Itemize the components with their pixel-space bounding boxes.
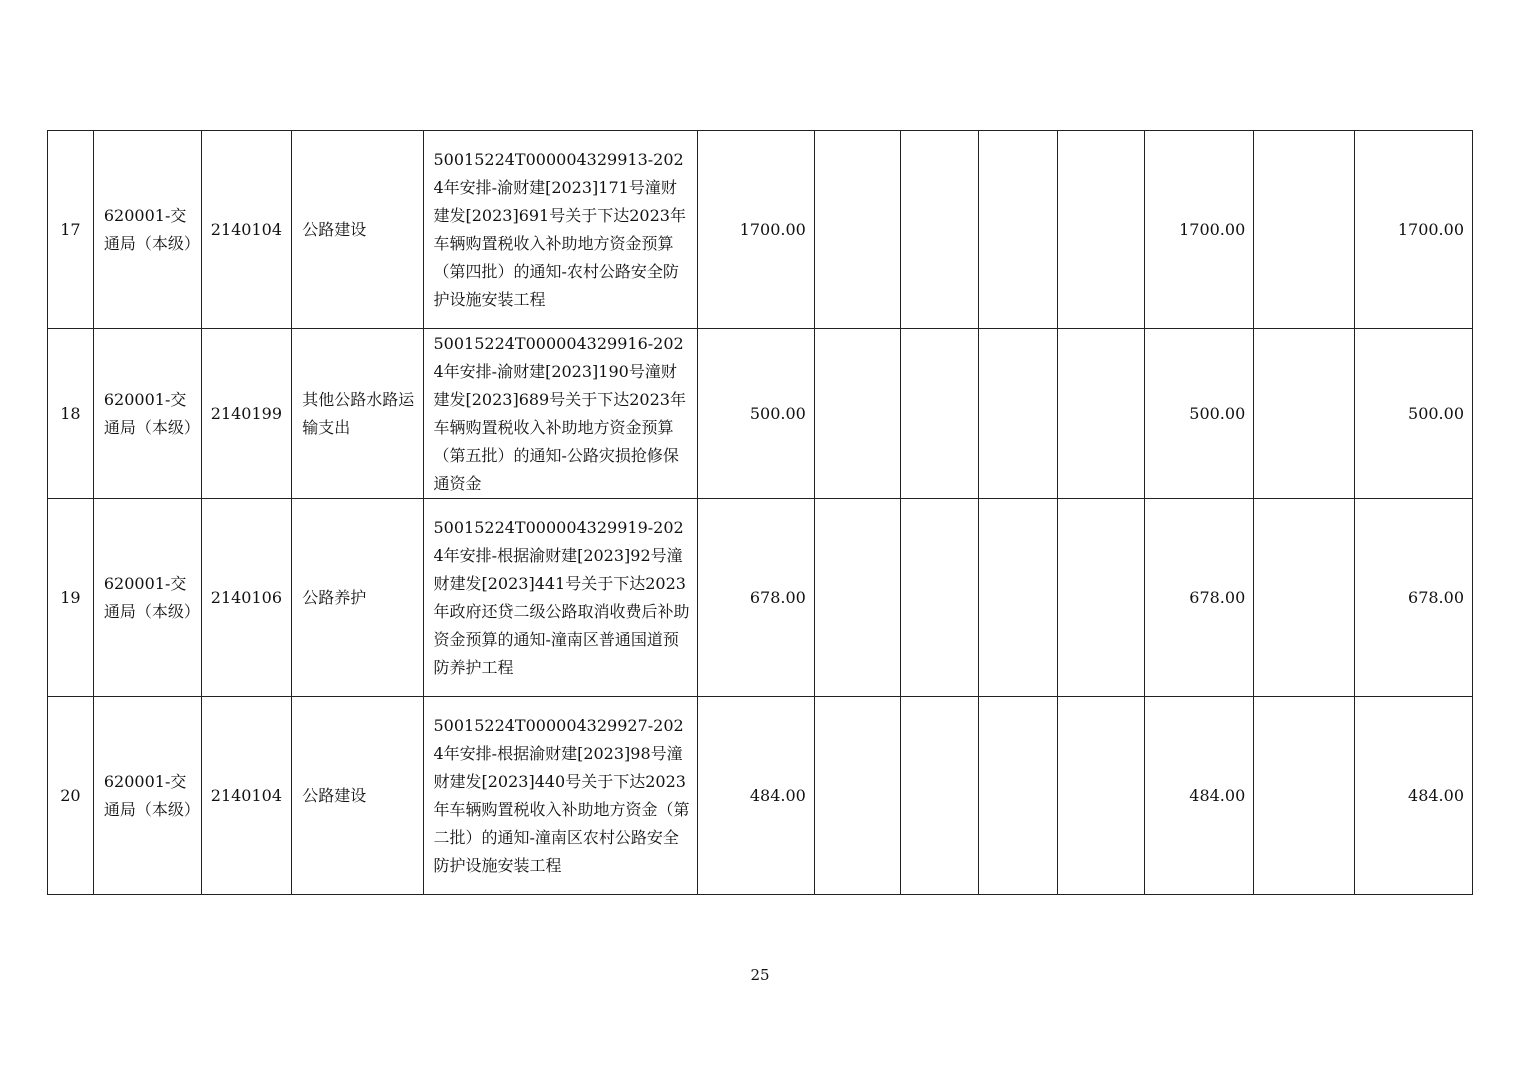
amount-cell: 1700.00	[1354, 131, 1473, 329]
function-code: 2140106	[201, 499, 292, 697]
total-amount: 484.00	[697, 697, 814, 895]
amount-cell	[1058, 329, 1145, 499]
amount-cell	[901, 131, 979, 329]
amount-cell: 678.00	[1145, 499, 1254, 697]
amount-cell: 500.00	[1145, 329, 1254, 499]
table-row	[48, 499, 1473, 697]
amount-cell	[901, 329, 979, 499]
amount-cell: 500.00	[1354, 329, 1473, 499]
total-amount: 1700.00	[697, 131, 814, 329]
amount-cell	[814, 697, 900, 895]
function-name: 其他公路水路运输支出	[292, 329, 424, 499]
row-index: 19	[48, 499, 94, 697]
amount-cell	[979, 697, 1058, 895]
amount-cell	[1254, 697, 1354, 895]
amount-cell	[979, 499, 1058, 697]
amount-cell	[901, 697, 979, 895]
page-number: 25	[750, 966, 770, 984]
amount-cell	[979, 131, 1058, 329]
table-row	[48, 329, 1473, 499]
amount-cell	[1058, 131, 1145, 329]
project-name: 50015224T000004329913-2024年安排-渝财建[2023]171号潼财建发[2023]691号关于下达2023年车辆购置税收入补助地方资金预算（第四批）的通知-农村公路安全防护设施安装工程	[424, 131, 697, 329]
total-amount: 678.00	[697, 499, 814, 697]
budget-table	[47, 130, 1473, 895]
unit-name: 620001-交通局（本级）	[93, 697, 201, 895]
unit-name: 620001-交通局（本级）	[93, 131, 201, 329]
amount-cell	[814, 499, 900, 697]
amount-cell	[1254, 131, 1354, 329]
amount-cell: 1700.00	[1145, 131, 1254, 329]
function-code: 2140199	[201, 329, 292, 499]
function-name: 公路建设	[292, 697, 424, 895]
function-code: 2140104	[201, 131, 292, 329]
unit-name: 620001-交通局（本级）	[93, 499, 201, 697]
row-index: 20	[48, 697, 94, 895]
amount-cell	[901, 499, 979, 697]
amount-cell: 484.00	[1354, 697, 1473, 895]
function-name: 公路建设	[292, 131, 424, 329]
project-name: 50015224T000004329916-2024年安排-渝财建[2023]190号潼财建发[2023]689号关于下达2023年车辆购置税收入补助地方资金预算（第五批）的通知-公路灾损抢修保通资金	[424, 329, 697, 499]
function-name: 公路养护	[292, 499, 424, 697]
amount-cell	[1058, 499, 1145, 697]
amount-cell	[1254, 499, 1354, 697]
table-row	[48, 131, 1473, 329]
amount-cell	[979, 329, 1058, 499]
table-row	[48, 697, 1473, 895]
total-amount: 500.00	[697, 329, 814, 499]
amount-cell	[814, 131, 900, 329]
project-name: 50015224T000004329927-2024年安排-根据渝财建[2023]98号潼财建发[2023]440号关于下达2023年车辆购置税收入补助地方资金（第二批）的通知-潼南区农村公路安全防护设施安装工程	[424, 697, 697, 895]
amount-cell	[814, 329, 900, 499]
amount-cell: 484.00	[1145, 697, 1254, 895]
row-index: 17	[48, 131, 94, 329]
unit-name: 620001-交通局（本级）	[93, 329, 201, 499]
amount-cell	[1254, 329, 1354, 499]
row-index: 18	[48, 329, 94, 499]
function-code: 2140104	[201, 697, 292, 895]
project-name: 50015224T000004329919-2024年安排-根据渝财建[2023]92号潼财建发[2023]441号关于下达2023年政府还贷二级公路取消收费后补助资金预算的通知-潼南区普通国道预防养护工程	[424, 499, 697, 697]
amount-cell: 678.00	[1354, 499, 1473, 697]
amount-cell	[1058, 697, 1145, 895]
